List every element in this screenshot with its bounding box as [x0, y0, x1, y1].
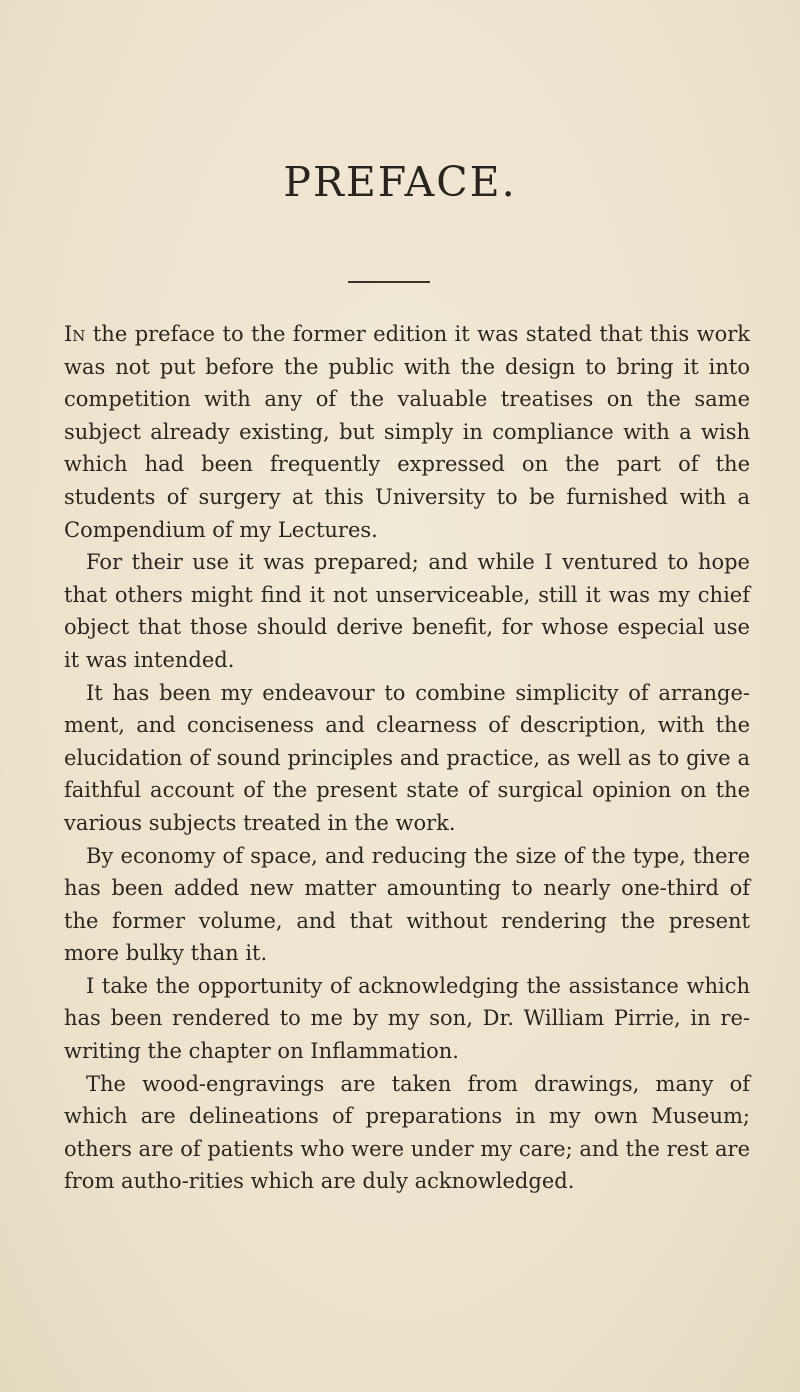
title-rule [348, 281, 430, 283]
paragraph-lead-word: In [64, 322, 86, 346]
paragraph-2: For their use it was prepared; and while I ventured to hope that others might find it not unserviceable, still it was my chief object that those should derive benefit, for whose especial use it was intended. [64, 550, 750, 672]
page-title: PREFACE. [283, 158, 517, 206]
paragraph-1-text: the preface to the former edition it was stated that this work was not put before the public with the design to bring it into competition with any of the valuable treatises on the same subject already existing, but simply in compliance with a wish which had been frequently expressed on the part of the students of surgery at this University to be furnished with a Compendium of my Lectures. [64, 322, 750, 542]
paragraph-6: The wood-engravings are taken from drawings, many of which are delineations of preparations in my own Museum; others are of patients who were under my care; and the rest are from autho-rities which are duly acknowledged. [64, 1071, 750, 1194]
paragraph-5: I take the opportunity of acknowledging the assistance which has been rendered to me by my son, Dr. William Pirrie, in re-writing the chapter on Inflammation. [64, 973, 750, 1064]
paragraph-4: By economy of space, and reducing the size of the type, there has been added new matter amounting to nearly one-third of the former volume, and that without rendering the present more bulky than it. [64, 843, 750, 966]
paragraph-3: It has been my endeavour to combine simplicity of arrange-ment, and conciseness and clearness of description, with the elucidation of sound principles and practice, as well as to give a faithful account of the present state of surgical opinion on the various subjects treated in the work. [64, 680, 750, 835]
paragraph-1 [64, 318, 750, 546]
preface-body [64, 318, 750, 1198]
